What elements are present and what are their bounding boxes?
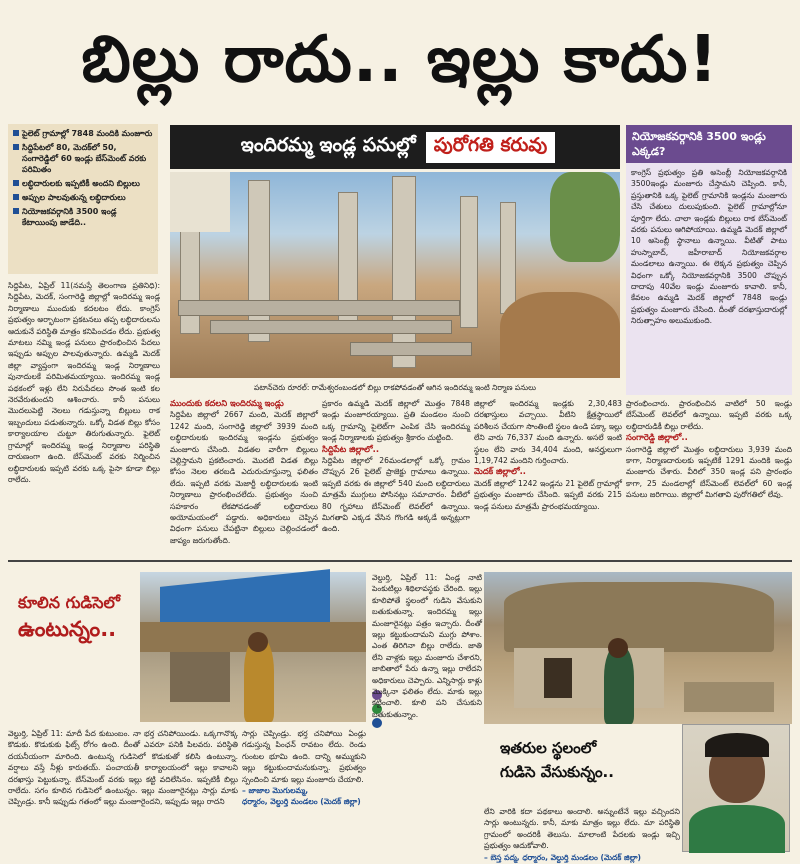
column-text: సంగారెడ్డి జిల్లాలో మొత్తం లబ్ధిదారులు 3,939 మంది కాగా, నిర్మాణదారులకు ఇప్పటికే 1291 మందికి ఇండ్లు మంజూరు చేశారు. వీరిలో 350 ఇండ్ల పని ప్రారంభం కాగా, 25 మండలాల్లో బేస్‌మెంట్ లెవల్‌లో 60 ఇండ్ల పనులు జరిగాయి. జిల్లాలో మిగతావి పురోగతిలో లేవు. [626, 444, 792, 500]
story-text-cont: సార్లు చెప్పిండ్రు. భర్త చనిపోయి ఏండ్లు గడుస్తున్న పింఛన్ రావటం లేదు. రెండు గుంటల భూమి ఉంది. దాన్ని అమ్ముకుని ఇల్లు కట్టుకుందామనుకున్నా. ప్రభుత్వం స్పందించి మాకు ఇల్లు మంజూరు చేయాలి. [242, 729, 366, 784]
construction-photo [170, 172, 620, 378]
highlight-item: నియోజకవర్గానికి 3500 ఇండ్ల కేటాయింపు జాడేది.. [12, 206, 154, 228]
column-text: ప్రకారం ఉమ్మడి మెదక్ జిల్లాలో మొత్తం 7848 ఇండ్లు మంజూరయ్యాయి. ప్రతి మండలం నుంచి ఒక్క గ్రామాన్ని పైలెట్‌గా ఎంపిక చేసి ఇందిరమ్మ ఇండ్ల నిర్మాణాలకు ప్రభుత్వం శ్రీకారం చుట్టింది. [322, 399, 470, 443]
story-heading-line: గుడిసె వేసుకున్నం.. [500, 763, 614, 781]
story-text [484, 806, 680, 862]
sidebar-box [626, 125, 792, 395]
article-column [170, 398, 318, 553]
section-divider [8, 560, 792, 562]
highlights-box [8, 124, 158, 274]
highlight-item: లబ్ధిదారులకు ఇప్పటికీ అందని బిల్లులు [12, 178, 154, 189]
story-signature: – బెస్త పద్మ, ధర్మారం, వెల్దుర్తి మండలం (మెదక్ జిల్లా) [484, 852, 641, 862]
column-text: సిద్దిపేట జిల్లాలో 2667 మంది, మెదక్ జిల్లాలో 1242 మంది, సంగారెడ్డి జిల్లాలో 3939 మంది లబ్ధిదారులకు ఇందిరమ్మ ఇండ్లను ప్రభుత్వం మంజూరు చేసింది. విడతల వారీగా బిల్లులు చెల్లిస్తామని ప్రకటించారు. మొదటి విడత బిల్లు కోసం నెలల తరబడి ఎదురుచూస్తున్నా ఫలితం లేదు. ఇప్పటి వరకు మెజార్టీ లబ్ధిదారులకు ఇంటి నిర్మాణాలు ప్రారంభించలేదు. ప్రభుత్వం నుంచి సహకారం లేకపోవడంతో లబ్ధిదారులు అయోమయంలో పడ్డారు. అధికారులు చెప్పిన విధంగా పనులు చేపట్టినా బిల్లులు చెల్లించడంలో జాప్యం జరుగుతోంది. [170, 410, 318, 545]
highlight-item: సిద్దిపేటలో 80, మెదక్‌లో 50, సంగారెడ్డిలో 60 ఇండ్లు బేస్‌మెంట్ వరకు పరిమితం [12, 142, 154, 175]
hut-photo [484, 572, 792, 724]
column-subhead: సంగారెడ్డి జిల్లాలో.. [626, 432, 688, 443]
column-text: సిద్దిపేట జిల్లాలో 26మండలాల్లో ఒక్కో గ్రామం చొప్పున 26 పైలెట్ ప్రాజెక్టు గ్రామాలు ఉన్నాయి. ఇప్పటి వరకు ఈ జిల్లాలో 540 మంది లబ్ధిదారులు మాత్రమే ముగ్గులు పోసినట్లు సమాచారం. వీటిలో 80 గృహాలు బేస్‌మెంట్ లెవల్‌లో ఉన్నాయి. మిగతావి ఎక్కడ వేసిన గొంగడి అక్కడే అన్నట్లుగా ఉంది. [322, 456, 470, 534]
story-signature-place: ధర్మారం, వెల్దుర్తి మండలం (మెదక్ జిల్లా) [242, 797, 361, 807]
story-text: వెల్దుర్తి, ఏప్రిల్ 11: మాదీ పేద కుటుంబం. నా భర్త చనిపోయిండు. ఒక్కగానొక్క కొడుకు. కొడుకుకు ఫిట్స్ రోగం ఉంది. దీంతో ఎవరూ పనికి పిలవరు. పరిస్థితి దయనీయంగా మారింది. ఉంటున్న గుడిసెలో కొడుకుతో కలిసి ఉంటున్నా. వర్షాలు వస్తే నీళ్లు కారుతయ్. పంచాయతీ కార్యాలయంలో ఇల్లు కావాలని దరఖాస్తు పెట్టుకున్నా. బేస్‌మెంట్ వరకు ఇల్లు కట్టి వదిలేసినం. ఇప్పటికీ బిల్లు రాలేదు. సగం కూలిన గుడిసెలో ఉంటున్నం. ఇల్లు మంజూరైనట్లు సార్లు మాకు చెప్పిండ్రు. కానీ ఇప్పుడు గతంలో ఇల్లు మంజూరైందని, ఇప్పుడు ఇల్లు రాదని [8, 729, 238, 807]
portrait-photo [682, 724, 790, 852]
article-column [626, 398, 792, 553]
article-intro: సిద్దిపేట, ఏప్రిల్ 11(నమస్తే తెలంగాణ ప్రతినిధి): సిద్దిపేట, మెదక్, సంగారెడ్డి జిల్లాల్లో ఇందిరమ్మ ఇండ్ల నిర్మాణాలు ముందుకు కదలటం లేదు. కాంగ్రెస్ ప్రభుత్వం అర్భాటంగా ప్రకటనలు తప్ప లబ్ధిదారులను ఆదుకునే పరిస్థితి మాత్రం కనిపించడం లేదు. ప్రభుత్వ మాటలు నమ్మి ఇండ్ల పనులు ప్రారంభించిన పేదలు ఇప్పుడు అప్పుల పాలవుతున్నారు. ఉమ్మడి మెదక్ జిల్లా వ్యాప్తంగా ఇందిరమ్మ ఇండ్ల నిర్మాణాలు పునాదులకే పరిమితమయ్యాయి. ఇందిరమ్మ ఇండ్ల పథకంలో ఇళ్లు లేని నిరుపేదలు సొంత ఇంటి కల నెరవేరుతుందని ఆశించారు. కానీ పనులు మొదలుపెట్టి నెలలు గడుస్తున్నా బిల్లులు రాక ఇబ్బందులు పడుతున్నారు. ఒక్కో విడత బిల్లు కోసం కార్యాలయాల చుట్టూ తిరుగుతున్నారు. ఫైలెట్ గ్రామాల్లో ఇందిరమ్మ ఇండ్ల నిర్మాణాల పరిస్థితి దారుణంగా ఉంది. బేస్‌మెంట్ వరకు నిర్మించిన లబ్ధిదారులకు ఇప్పటి వరకు ఒక్క పైసా కూడా బిల్లు రాలేదు. [8, 281, 160, 484]
banner-highlight: పురోగతి కరువు [426, 132, 556, 163]
highlight-item: పైలెట్ గ్రామాల్లో 7848 మందికి మంజూరు [12, 128, 154, 139]
section-banner [170, 125, 620, 169]
story-text [242, 728, 366, 856]
column-subhead: ముందుకు కదలని ఇందిరమ్మ ఇండ్లు [170, 398, 284, 408]
highlight-item: అప్పుల పాలవుతున్న లబ్ధిదారులు [12, 192, 154, 203]
hut-photo [140, 572, 366, 722]
headline: బిల్లు రాదు.. ఇల్లు కాదు! [81, 23, 719, 97]
sidebar-heading: నియోజకవర్గానికి 3500 ఇండ్లు ఎక్కడ? [626, 125, 792, 163]
article-column [474, 398, 622, 553]
story-heading-line: ఉంటున్నం.. [18, 617, 117, 641]
column-subhead: సిద్దిపేట జిల్లాలో.. [322, 443, 379, 454]
story-heading-line: ఇతరుల స్థలంలో [500, 739, 597, 757]
story-heading [500, 736, 676, 798]
article-column [322, 398, 470, 553]
story-text: వెల్దుర్తి, ఏప్రిల్ 11: ఏండ్ల నాటి పెంకుటిల్లు శిథిలావస్థకు చేరింది. ఇల్లు కూలిపోతే స్థలంలో గుడిసె వేసుకుని బతుకుతున్నా. ఇందిరమ్మ ఇల్లు మంజూరైనట్లు పత్రం ఇచ్చారు. దీంతో ఇల్లు కట్టుకుందామని ముగ్గు పోశాం. ఎంత తిరిగినా బిల్లు రాలేదు. జాతి లేని వాళ్లకు ఇల్లు మంజూరు చేశారని, జాబితాలో పేరు ఉన్నా ఇల్లు రాలేదని అధికారులు చెప్పారు. ఎన్నిసార్లు కాళ్లు మొక్కినా ఫలితం లేదు. మాకు ఇల్లు కట్టించాలి. కూలి పని చేసుకుని బతుకుతున్నాం. [372, 573, 482, 719]
story-heading-line: కూలిన గుడిసెలో [18, 593, 120, 612]
column-text: ప్రారంభించారు. ప్రారంభించిన వాటిలో 50 ఇండ్లు బేస్‌మెంట్ లెవల్‌లో ఉన్నాయి. ఇప్పటి వరకు ఒక్క లబ్ధిదారుడికీ బిల్లు రాలేదు. [626, 399, 792, 431]
sidebar-text: కాంగ్రెస్ ప్రభుత్వం ప్రతి అసెంబ్లీ నియోజకవర్గానికి 3500ఇండ్లు మంజూరు చేస్తామని చెప్పింది. కానీ, ప్రస్తుతానికి ఒక్క పైలెట్ గ్రామానికి ఇండ్లను మంజూరు చేసి చేతులు దులుపుకుంది. పైలెట్ గ్రామాల్లోనూ పూర్తిగా లేదు. చాలా ఇండ్లకు బిల్లులు రాక బేస్‌మెంట్ వరకు పనులు ఆగిపోయాయి. ఉమ్మడి మెదక్ జిల్లాలో 10 అసెంబ్లీ స్థానాలు ఉన్నాయి. వీటితో పాటు హుస్నాబాద్, జహీరాబాద్ నియోజకవర్గాల మండలాలు ఉన్నాయి. ఈ లెక్కన ప్రభుత్వం చెప్పిన విధంగా ఒక్కో నియోజకవర్గానికి 3500 చొప్పున దాదాపు 40వేల ఇండ్లు మంజూరు కావాలి. కానీ, కేవలం ఉమ్మడి మెదక్ జిల్లాలో 7848 ఇండ్లు ప్రభుత్వం మంజూరు చేసింది. దీంతో దరఖాస్తుదారుల్లో నిరుత్సాహం అలుముకుంది. [631, 168, 787, 326]
story-heading [18, 590, 144, 660]
column-text: మెదక్ జిల్లాలో 1242 ఇండ్లను 21 పైలెట్ గ్రామాల్లో ప్రభుత్వం మంజూరు చేసింది. ఇప్పటి వరకు 215 ఇండ్ల పనులు మాత్రమే ప్రారంభమయ్యాయి. [474, 478, 622, 511]
banner-text: ఇందిరమ్మ ఇండ్ల పనుల్లో [240, 133, 416, 156]
story-signature: – జాజాల మొగులమ్మ, [242, 786, 309, 796]
column-subhead: మెదక్ జిల్లాలో.. [474, 466, 526, 477]
photo-caption: పటాన్‌చెరు రూరల్: రామేశ్వరంబండలో బిల్లు రాకపోవడంతో ఆగిన ఇందిరమ్మ ఇంటి నిర్మాణ పనులు [253, 383, 537, 392]
column-text: జిల్లాలో ఇందిరమ్మ ఇండ్లకు 2,30,483 దరఖాస్తులు వచ్చాయి. వీటిని క్షేత్రస్థాయిలో పరిశీలన చేయగా సొంతింటి స్థలం ఉండి పక్కా ఇల్లు లేని వారు 76,337 మంది ఉన్నారు. అసలే ఇంటి స్థలం లేని వారు 34,404 మంది, అనర్హులుగా 1,19,742 మందిని గుర్తించారు. [474, 399, 622, 466]
story-text-cont: లేని వారికి కదా పథకాలు అందాలి. అన్నుంటేనే ఇల్లు వచ్చిందని సార్లు అంటున్నరు. కానీ, మాకు మాత్రం ఇల్లు లేదు. మా పరిస్థితి గ్రామంలో అందరికీ తెలుసు. మాలాంటి పేదలకు ఇండ్లు ఇచ్చి ప్రభుత్వం ఆదుకోవాలి. [484, 807, 680, 851]
